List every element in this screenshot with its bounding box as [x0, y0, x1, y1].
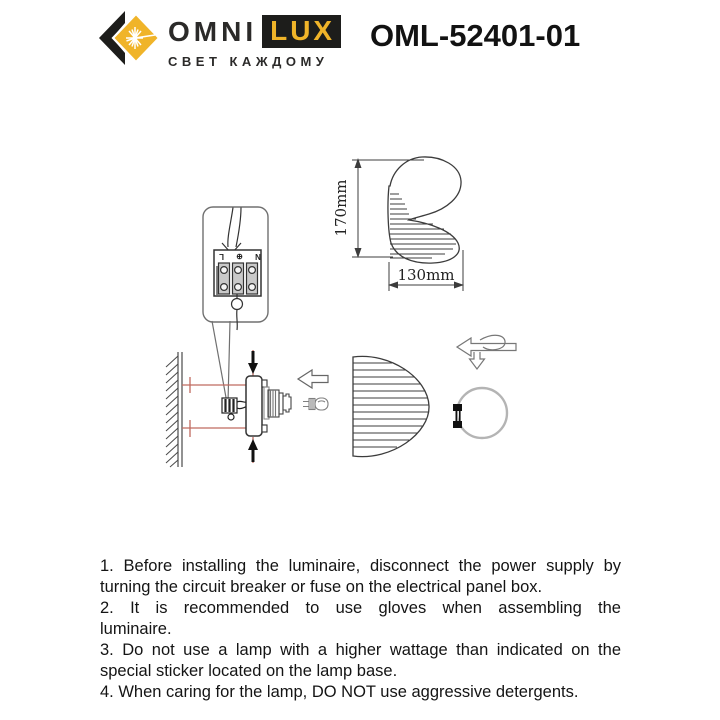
- terminal-label: N ⊕ L: [214, 252, 261, 261]
- brand-text: [168, 15, 341, 69]
- instruction-line: special sticker located on the lamp base.: [100, 662, 398, 680]
- installation-diagram: [90, 125, 630, 555]
- alignment-lines: [182, 350, 253, 463]
- model-number: OML-52401-01: [370, 18, 581, 53]
- mounting-ring: [453, 388, 507, 438]
- instruction-item-1: [100, 556, 621, 598]
- instruction-item-3: [100, 640, 621, 682]
- brand-omni: OMNI: [168, 15, 258, 47]
- wiring-callout: [203, 207, 268, 403]
- instruction-item-4: [100, 682, 621, 703]
- instructions-list: [100, 556, 621, 703]
- halogen-bulb: [303, 398, 328, 410]
- brand-tagline: СВЕТ КАЖДОМУ: [168, 54, 329, 69]
- height-label: 170mm: [332, 179, 350, 237]
- height-dimension: [332, 158, 424, 258]
- callout-tail: [212, 321, 230, 403]
- size-diagram: [332, 157, 464, 291]
- instruction-line: 1. Before installing the luminaire, disconnect the power supply by: [100, 557, 621, 575]
- instruction-item-2: [100, 598, 621, 640]
- lamp-ribs: [390, 194, 456, 258]
- instruction-line: 2. It is recommended to use gloves when assembling the: [100, 599, 621, 617]
- lamp-socket: [264, 387, 291, 419]
- lampshade: [353, 356, 429, 456]
- terminal-connectors: [219, 263, 258, 294]
- lamp-outline: [388, 157, 461, 263]
- instruction-line: 3. Do not use a lamp with a higher wattage than indicated on the: [100, 641, 621, 659]
- instruction-line: turning the circuit breaker or fuse on the electrical panel box.: [100, 578, 543, 596]
- instruction-line: 4. When caring for the lamp, DO NOT use aggressive detergents.: [100, 683, 579, 701]
- header: [98, 6, 341, 69]
- wall: [166, 352, 182, 467]
- brand-lux: LUX: [262, 15, 341, 48]
- omnilux-logo: [98, 6, 341, 69]
- omnilux-logo-icon: [98, 10, 160, 66]
- terminal-block: [222, 398, 246, 420]
- width-dimension: [388, 250, 464, 291]
- width-label: 130mm: [397, 266, 455, 284]
- insert-arrow-icon: [298, 370, 328, 388]
- instruction-line: luminaire.: [100, 620, 172, 638]
- rotate-arrow-icon: [457, 335, 516, 369]
